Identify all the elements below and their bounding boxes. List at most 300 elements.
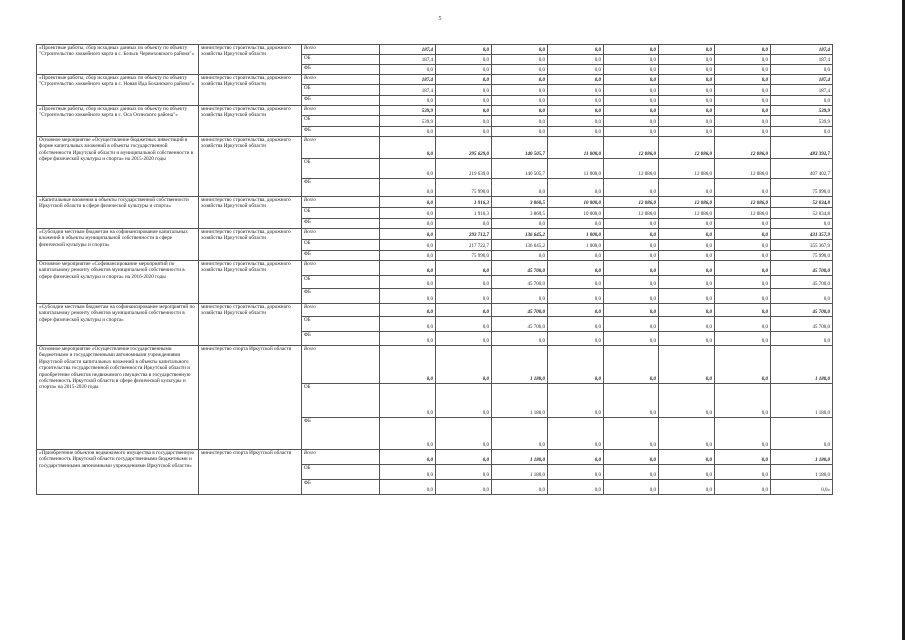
year-value-cell: 0,0 bbox=[436, 480, 492, 495]
activity-name-cell: «Проектные работы, сбор исходных данных по объекту по объекту "Строительство хоккейного корта в с. Новая Ида Боханского района"» bbox=[37, 75, 199, 106]
year-value-cell: 0,0 bbox=[659, 229, 715, 240]
year-value-cell: 0,0 bbox=[659, 276, 715, 289]
year-value-cell: 0,0 bbox=[436, 219, 492, 229]
year-value-cell: 539,9 bbox=[380, 116, 436, 127]
year-value-cell: 0,0 bbox=[659, 106, 715, 116]
year-value-cell: 0,0 bbox=[492, 289, 548, 304]
year-value-cell: 0,0 bbox=[604, 106, 659, 116]
funding-source-cell bbox=[302, 137, 380, 159]
year-value-cell: 45 700,0 bbox=[492, 276, 548, 289]
funding-source-label: ФБ bbox=[304, 128, 311, 133]
funding-source-label: Всего bbox=[304, 451, 316, 456]
table-row bbox=[37, 304, 833, 317]
year-value-cell: 1 000,0 bbox=[548, 229, 604, 240]
year-value-cell: 3 860,5 bbox=[492, 208, 548, 219]
year-value-cell: 0,0 bbox=[659, 304, 715, 317]
funding-source-label: ОБ bbox=[304, 117, 311, 122]
year-value-cell: 75 990,0 bbox=[436, 251, 492, 261]
year-value-cell: 0,0 bbox=[659, 480, 715, 495]
page-number: 5 bbox=[438, 16, 442, 22]
year-value-cell: 0,0 bbox=[715, 289, 771, 304]
funding-source-label: Всего bbox=[304, 107, 316, 112]
year-value-cell: 12 086,0 bbox=[604, 159, 659, 179]
year-value-cell: 0,0 bbox=[604, 276, 659, 289]
total-value-cell: 187,4 bbox=[771, 45, 833, 55]
year-value-cell: 0,0 bbox=[548, 276, 604, 289]
year-value-cell: 0,0 bbox=[604, 346, 659, 384]
year-value-cell: 0,0 bbox=[604, 65, 659, 75]
funding-source-cell bbox=[302, 85, 380, 96]
year-value-cell: 0,0 bbox=[715, 346, 771, 384]
year-value-cell: 0,0 bbox=[380, 332, 436, 346]
year-value-cell: 0,0 bbox=[380, 229, 436, 240]
funding-source-cell bbox=[302, 96, 380, 106]
funding-source-cell bbox=[302, 418, 380, 450]
year-value-cell: 0,0 bbox=[659, 65, 715, 75]
responsible-executor-cell: министерство строительства, дорожного хозяйства Иркутской области bbox=[199, 137, 302, 197]
year-value-cell: 75 990,0 bbox=[436, 179, 492, 197]
total-value-cell: 1 180,0 bbox=[771, 346, 833, 384]
funding-source-cell bbox=[302, 208, 380, 219]
funding-source-cell bbox=[302, 127, 380, 137]
year-value-cell: 0,0 bbox=[548, 55, 604, 65]
year-value-cell: 0,0 bbox=[436, 65, 492, 75]
activity-name-cell: Основное мероприятие «Осуществление государственными бюджетными и государственными автономными учреждениями Иркутской области капитальных вложений в объекты капитального строительства государственной собственности Иркутской области и приобретение объектов недвижимого имущества в государственную собственность Иркутской области в сфере физической культуры и спорта» на 2015-2020 годы bbox=[37, 346, 199, 450]
year-value-cell: 0,0 bbox=[436, 127, 492, 137]
year-value-cell: 0,0 bbox=[659, 346, 715, 384]
year-value-cell: 0,0 bbox=[715, 55, 771, 65]
funding-source-label: ФБ bbox=[304, 220, 311, 225]
year-value-cell: 0,0 bbox=[548, 261, 604, 276]
responsible-executor-cell: министерство строительства, дорожного хозяйства Иркутской области bbox=[199, 75, 302, 106]
funding-source-label: ОБ bbox=[304, 56, 311, 61]
funding-source-label: ФБ bbox=[304, 290, 311, 295]
total-value-cell: 1 180,0 bbox=[771, 465, 833, 480]
total-value-cell: 355 367,9 bbox=[771, 240, 833, 251]
total-value-cell: 0,0 bbox=[771, 219, 833, 229]
year-value-cell: 140 505,7 bbox=[492, 137, 548, 159]
year-value-cell: 0,0 bbox=[380, 179, 436, 197]
funding-source-label: Всего bbox=[304, 46, 316, 51]
year-value-cell: 0,0 bbox=[715, 450, 771, 465]
year-value-cell: 0,0 bbox=[548, 219, 604, 229]
year-value-cell: 0,0 bbox=[492, 332, 548, 346]
funding-source-label: ОБ bbox=[304, 160, 311, 165]
total-value-cell: 45 700,0 bbox=[771, 317, 833, 332]
year-value-cell: 0,0 bbox=[380, 261, 436, 276]
activity-name-cell: «Проектные работы, сбор исходных данных по объекту по объекту "Строительство хоккейного корта в с. Оса Осинского района"» bbox=[37, 106, 199, 137]
funding-source-cell bbox=[302, 65, 380, 75]
funding-source-label: Всего bbox=[304, 262, 316, 267]
responsible-executor-cell: министерство спорта Иркутской области bbox=[199, 346, 302, 450]
funding-source-label: ОБ bbox=[304, 209, 311, 214]
year-value-cell: 0,0 bbox=[659, 289, 715, 304]
year-value-cell: 45 700,0 bbox=[492, 261, 548, 276]
year-value-cell: 11 000,0 bbox=[548, 137, 604, 159]
year-value-cell: 0,0 bbox=[659, 219, 715, 229]
funding-source-label: Всего bbox=[304, 347, 316, 352]
responsible-executor-cell: министерство строительства, дорожного хозяйства Иркутской области bbox=[199, 106, 302, 137]
year-value-cell: 187,4 bbox=[380, 45, 436, 55]
year-value-cell: 0,0 bbox=[492, 96, 548, 106]
year-value-cell: 0,0 bbox=[548, 106, 604, 116]
year-value-cell: 295 629,0 bbox=[436, 137, 492, 159]
year-value-cell: 12 086,0 bbox=[659, 137, 715, 159]
total-value-cell: 539,9 bbox=[771, 106, 833, 116]
year-value-cell: 0,0 bbox=[715, 480, 771, 495]
year-value-cell: 0,0 bbox=[436, 465, 492, 480]
year-value-cell: 0,0 bbox=[548, 45, 604, 55]
funding-source-cell bbox=[302, 304, 380, 317]
year-value-cell: 0,0 bbox=[604, 75, 659, 85]
year-value-cell: 0,0 bbox=[659, 384, 715, 418]
year-value-cell: 0,0 bbox=[604, 219, 659, 229]
year-value-cell: 0,0 bbox=[715, 45, 771, 55]
year-value-cell: 0,0 bbox=[715, 65, 771, 75]
funding-source-label: ФБ bbox=[304, 180, 311, 185]
year-value-cell: 0,0 bbox=[492, 418, 548, 450]
year-value-cell: 0,0 bbox=[604, 384, 659, 418]
year-value-cell: 12 086,0 bbox=[715, 137, 771, 159]
total-value-cell: 187,4 bbox=[771, 55, 833, 65]
year-value-cell: 0,0 bbox=[380, 289, 436, 304]
year-value-cell: 0,0 bbox=[548, 346, 604, 384]
funding-source-cell bbox=[302, 197, 380, 208]
year-value-cell: 0,0 bbox=[548, 116, 604, 127]
year-value-cell: 0,0 bbox=[380, 450, 436, 465]
year-value-cell: 0,0 bbox=[380, 465, 436, 480]
year-value-cell: 0,0 bbox=[436, 450, 492, 465]
year-value-cell: 0,0 bbox=[715, 418, 771, 450]
year-value-cell: 0,0 bbox=[380, 276, 436, 289]
table-row bbox=[37, 45, 833, 55]
year-value-cell: 0,0 bbox=[492, 65, 548, 75]
year-value-cell: 0,0 bbox=[659, 418, 715, 450]
funding-source-cell bbox=[302, 159, 380, 179]
total-value-cell: 1 180,0 bbox=[771, 450, 833, 465]
year-value-cell: 0,0 bbox=[659, 127, 715, 137]
funding-source-label: ФБ bbox=[304, 252, 311, 257]
year-value-cell: 0,0 bbox=[380, 317, 436, 332]
year-value-cell: 0,0 bbox=[715, 179, 771, 197]
year-value-cell: 0,0 bbox=[604, 465, 659, 480]
total-value-cell: 483 392,7 bbox=[771, 137, 833, 159]
funding-source-label: Всего bbox=[304, 76, 316, 81]
year-value-cell: 1 916,3 bbox=[436, 197, 492, 208]
year-value-cell: 0,0 bbox=[715, 317, 771, 332]
year-value-cell: 0,0 bbox=[492, 85, 548, 96]
funding-source-cell bbox=[302, 384, 380, 418]
activity-name-cell: Основное мероприятие «Софинансирование мероприятий по капитальному ремонту объектов муниципальной собственности в сфере физической культуры и спорта» на 2016-2020 годы bbox=[37, 261, 199, 304]
year-value-cell: 0,0 bbox=[715, 261, 771, 276]
year-value-cell: 0,0 bbox=[548, 465, 604, 480]
responsible-executor-cell: министерство строительства, дорожного хозяйства Иркутской области bbox=[199, 197, 302, 229]
year-value-cell: 0,0 bbox=[604, 332, 659, 346]
year-value-cell: 0,0 bbox=[548, 289, 604, 304]
year-value-cell: 1 180,0 bbox=[492, 346, 548, 384]
table-row bbox=[37, 346, 833, 384]
year-value-cell: 45 700,0 bbox=[492, 317, 548, 332]
funding-source-cell bbox=[302, 229, 380, 240]
total-value-cell: 407 402,7 bbox=[771, 159, 833, 179]
funding-source-cell bbox=[302, 346, 380, 384]
year-value-cell: 0,0 bbox=[715, 465, 771, 480]
year-value-cell: 0,0 bbox=[715, 116, 771, 127]
year-value-cell: 0,0 bbox=[436, 85, 492, 96]
total-value-cell: 52 034,8 bbox=[771, 197, 833, 208]
total-value-cell: 0,0 bbox=[771, 332, 833, 346]
table-row bbox=[37, 137, 833, 159]
funding-source-label: ФБ bbox=[304, 333, 311, 338]
year-value-cell: 0,0 bbox=[604, 289, 659, 304]
year-value-cell: 10 000,0 bbox=[548, 208, 604, 219]
year-value-cell: 140 505,7 bbox=[492, 159, 548, 179]
year-value-cell: 0,0 bbox=[548, 450, 604, 465]
year-value-cell: 11 000,0 bbox=[548, 159, 604, 179]
year-value-cell: 0,0 bbox=[492, 45, 548, 55]
year-value-cell: 539,9 bbox=[380, 106, 436, 116]
funding-source-cell bbox=[302, 450, 380, 465]
year-value-cell: 0,0 bbox=[715, 229, 771, 240]
year-value-cell: 0,0 bbox=[380, 137, 436, 159]
year-value-cell: 0,0 bbox=[548, 179, 604, 197]
year-value-cell: 12 086,0 bbox=[604, 208, 659, 219]
activity-name-cell: «Приобретение объектов недвижимого имущества в государственную собственность Иркутской области государственными бюджетными и государственными автономными учреждениями Иркутской области» bbox=[37, 450, 199, 495]
year-value-cell: 0,0 bbox=[604, 96, 659, 106]
year-value-cell: 1 180,0 bbox=[492, 450, 548, 465]
funding-source-label: ОБ bbox=[304, 466, 311, 471]
funding-source-label: Всего bbox=[304, 138, 316, 143]
year-value-cell: 0,0 bbox=[715, 304, 771, 317]
year-value-cell: 0,0 bbox=[604, 261, 659, 276]
funding-source-cell bbox=[302, 289, 380, 304]
year-value-cell: 0,0 bbox=[436, 317, 492, 332]
table-row bbox=[37, 197, 833, 208]
total-value-cell: 0,0» bbox=[771, 480, 833, 495]
year-value-cell: 0,0 bbox=[380, 480, 436, 495]
year-value-cell: 0,0 bbox=[604, 240, 659, 251]
year-value-cell: 12 086,0 bbox=[604, 137, 659, 159]
year-value-cell: 0,0 bbox=[659, 45, 715, 55]
year-value-cell: 0,0 bbox=[604, 304, 659, 317]
activity-name-cell: «Капитальные вложения в объекты государственной собственности Иркутской области в сфере физической культуры и спорта» bbox=[37, 197, 199, 229]
year-value-cell: 0,0 bbox=[659, 75, 715, 85]
year-value-cell: 0,0 bbox=[380, 240, 436, 251]
year-value-cell: 0,0 bbox=[715, 332, 771, 346]
year-value-cell: 0,0 bbox=[715, 276, 771, 289]
year-value-cell: 0,0 bbox=[380, 251, 436, 261]
year-value-cell: 0,0 bbox=[548, 75, 604, 85]
funding-source-cell bbox=[302, 261, 380, 276]
funding-source-cell bbox=[302, 45, 380, 55]
funding-source-cell bbox=[302, 276, 380, 289]
year-value-cell: 0,0 bbox=[380, 197, 436, 208]
year-value-cell: 0,0 bbox=[436, 289, 492, 304]
activity-name-cell: «Проектные работы, сбор исходных данных по объекту по объекту "Строительство хоккейного корта в с. Бельск Черемховского района"» bbox=[37, 45, 199, 75]
year-value-cell: 0,0 bbox=[604, 116, 659, 127]
year-value-cell: 0,0 bbox=[548, 304, 604, 317]
funding-source-cell bbox=[302, 465, 380, 480]
funding-source-label: ОБ bbox=[304, 385, 311, 390]
year-value-cell: 0,0 bbox=[548, 96, 604, 106]
table-row bbox=[37, 261, 833, 276]
year-value-cell: 0,0 bbox=[659, 317, 715, 332]
year-value-cell: 0,0 bbox=[380, 304, 436, 317]
year-value-cell: 0,0 bbox=[715, 240, 771, 251]
year-value-cell: 0,0 bbox=[604, 418, 659, 450]
year-value-cell: 0,0 bbox=[492, 106, 548, 116]
funding-source-label: ФБ bbox=[304, 419, 311, 424]
year-value-cell: 187,4 bbox=[380, 55, 436, 65]
year-value-cell: 0,0 bbox=[659, 465, 715, 480]
year-value-cell: 0,0 bbox=[548, 317, 604, 332]
funding-source-label: Всего bbox=[304, 198, 316, 203]
funding-source-label: ОБ bbox=[304, 241, 311, 246]
total-value-cell: 45 700,0 bbox=[771, 261, 833, 276]
responsible-executor-cell: министерство спорта Иркутской области bbox=[199, 450, 302, 495]
year-value-cell: 12 086,0 bbox=[715, 197, 771, 208]
year-value-cell: 0,0 bbox=[436, 276, 492, 289]
year-value-cell: 12 086,0 bbox=[659, 197, 715, 208]
year-value-cell: 293 712,7 bbox=[436, 229, 492, 240]
year-value-cell: 12 086,0 bbox=[659, 208, 715, 219]
year-value-cell: 0,0 bbox=[715, 106, 771, 116]
year-value-cell: 0,0 bbox=[548, 384, 604, 418]
year-value-cell: 219 639,0 bbox=[436, 159, 492, 179]
year-value-cell: 0,0 bbox=[380, 127, 436, 137]
year-value-cell: 136 645,2 bbox=[492, 229, 548, 240]
year-value-cell: 0,0 bbox=[548, 127, 604, 137]
year-value-cell: 187,4 bbox=[380, 85, 436, 96]
year-value-cell: 0,0 bbox=[548, 85, 604, 96]
funding-source-label: ОБ bbox=[304, 277, 311, 282]
year-value-cell: 0,0 bbox=[715, 127, 771, 137]
total-value-cell: 45 700,0 bbox=[771, 276, 833, 289]
year-value-cell: 0,0 bbox=[604, 179, 659, 197]
year-value-cell: 136 645,2 bbox=[492, 240, 548, 251]
activity-name-cell: «Субсидии местным бюджетам на софинансирование мероприятий по капитальному ремонту объектов муниципальной собственности в сфере физической культуры и спорта» bbox=[37, 304, 199, 346]
year-value-cell: 0,0 bbox=[436, 346, 492, 384]
year-value-cell: 0,0 bbox=[604, 480, 659, 495]
year-value-cell: 0,0 bbox=[604, 85, 659, 96]
year-value-cell: 0,0 bbox=[436, 384, 492, 418]
year-value-cell: 0,0 bbox=[492, 55, 548, 65]
total-value-cell: 52 034,8 bbox=[771, 208, 833, 219]
funding-source-cell bbox=[302, 480, 380, 495]
table-row bbox=[37, 450, 833, 465]
year-value-cell: 0,0 bbox=[659, 240, 715, 251]
year-value-cell: 0,0 bbox=[659, 450, 715, 465]
funding-source-cell bbox=[302, 55, 380, 65]
year-value-cell: 0,0 bbox=[436, 418, 492, 450]
year-value-cell: 0,0 bbox=[659, 85, 715, 96]
year-value-cell: 0,0 bbox=[492, 179, 548, 197]
year-value-cell: 1 916,3 bbox=[436, 208, 492, 219]
year-value-cell: 217 722,7 bbox=[436, 240, 492, 251]
funding-source-label: ОБ bbox=[304, 86, 311, 91]
year-value-cell: 0,0 bbox=[604, 450, 659, 465]
total-value-cell: 0,0 bbox=[771, 96, 833, 106]
funding-source-cell bbox=[302, 75, 380, 85]
responsible-executor-cell: министерство строительства, дорожного хозяйства Иркутской области bbox=[199, 304, 302, 346]
year-value-cell: 0,0 bbox=[492, 480, 548, 495]
total-value-cell: 0,0 bbox=[771, 127, 833, 137]
year-value-cell: 0,0 bbox=[659, 251, 715, 261]
total-value-cell: 187,4 bbox=[771, 85, 833, 96]
responsible-executor-cell: министерство строительства, дорожного хозяйства Иркутской области bbox=[199, 229, 302, 261]
total-value-cell: 431 357,9 bbox=[771, 229, 833, 240]
year-value-cell: 0,0 bbox=[715, 219, 771, 229]
year-value-cell: 0,0 bbox=[659, 261, 715, 276]
year-value-cell: 0,0 bbox=[604, 251, 659, 261]
year-value-cell: 0,0 bbox=[548, 418, 604, 450]
year-value-cell: 0,0 bbox=[436, 55, 492, 65]
total-value-cell: 539,9 bbox=[771, 116, 833, 127]
year-value-cell: 0,0 bbox=[436, 261, 492, 276]
year-value-cell: 0,0 bbox=[604, 55, 659, 65]
funding-source-cell bbox=[302, 116, 380, 127]
year-value-cell: 0,0 bbox=[715, 85, 771, 96]
year-value-cell: 45 700,0 bbox=[492, 304, 548, 317]
year-value-cell: 0,0 bbox=[436, 106, 492, 116]
year-value-cell: 0,0 bbox=[436, 304, 492, 317]
year-value-cell: 0,0 bbox=[715, 75, 771, 85]
year-value-cell: 0,0 bbox=[548, 480, 604, 495]
responsible-executor-cell: министерство строительства, дорожного хозяйства Иркутской области bbox=[199, 261, 302, 304]
year-value-cell: 0,0 bbox=[715, 384, 771, 418]
year-value-cell: 0,0 bbox=[492, 116, 548, 127]
year-value-cell: 0,0 bbox=[492, 75, 548, 85]
funding-source-label: ФБ bbox=[304, 97, 311, 102]
year-value-cell: 0,0 bbox=[659, 55, 715, 65]
funding-source-label: ФБ bbox=[304, 66, 311, 71]
year-value-cell: 1 180,0 bbox=[492, 384, 548, 418]
funding-source-cell bbox=[302, 332, 380, 346]
total-value-cell: 0,0 bbox=[771, 289, 833, 304]
year-value-cell: 12 086,0 bbox=[659, 159, 715, 179]
year-value-cell: 0,0 bbox=[659, 96, 715, 106]
year-value-cell: 0,0 bbox=[436, 45, 492, 55]
total-value-cell: 187,4 bbox=[771, 75, 833, 85]
responsible-executor-cell: министерство строительства, дорожного хозяйства Иркутской области bbox=[199, 45, 302, 75]
year-value-cell: 187,4 bbox=[380, 75, 436, 85]
year-value-cell: 0,0 bbox=[436, 332, 492, 346]
table-row bbox=[37, 229, 833, 240]
year-value-cell: 0,0 bbox=[380, 219, 436, 229]
total-value-cell: 75 990,0 bbox=[771, 251, 833, 261]
year-value-cell: 0,0 bbox=[436, 75, 492, 85]
year-value-cell: 0,0 bbox=[548, 332, 604, 346]
funding-source-label: Всего bbox=[304, 305, 316, 310]
year-value-cell: 0,0 bbox=[715, 251, 771, 261]
total-value-cell: 1 180,0 bbox=[771, 384, 833, 418]
funding-source-cell bbox=[302, 251, 380, 261]
year-value-cell: 12 086,0 bbox=[715, 159, 771, 179]
year-value-cell: 0,0 bbox=[548, 65, 604, 75]
year-value-cell: 0,0 bbox=[604, 317, 659, 332]
year-value-cell: 0,0 bbox=[659, 179, 715, 197]
year-value-cell: 1 180,0 bbox=[492, 465, 548, 480]
year-value-cell: 0,0 bbox=[659, 116, 715, 127]
year-value-cell: 0,0 bbox=[604, 127, 659, 137]
year-value-cell: 0,0 bbox=[492, 127, 548, 137]
year-value-cell: 0,0 bbox=[604, 229, 659, 240]
year-value-cell: 0,0 bbox=[659, 332, 715, 346]
year-value-cell: 12 086,0 bbox=[715, 208, 771, 219]
funding-source-cell bbox=[302, 219, 380, 229]
total-value-cell: 0,0 bbox=[771, 65, 833, 75]
funding-source-cell bbox=[302, 240, 380, 251]
